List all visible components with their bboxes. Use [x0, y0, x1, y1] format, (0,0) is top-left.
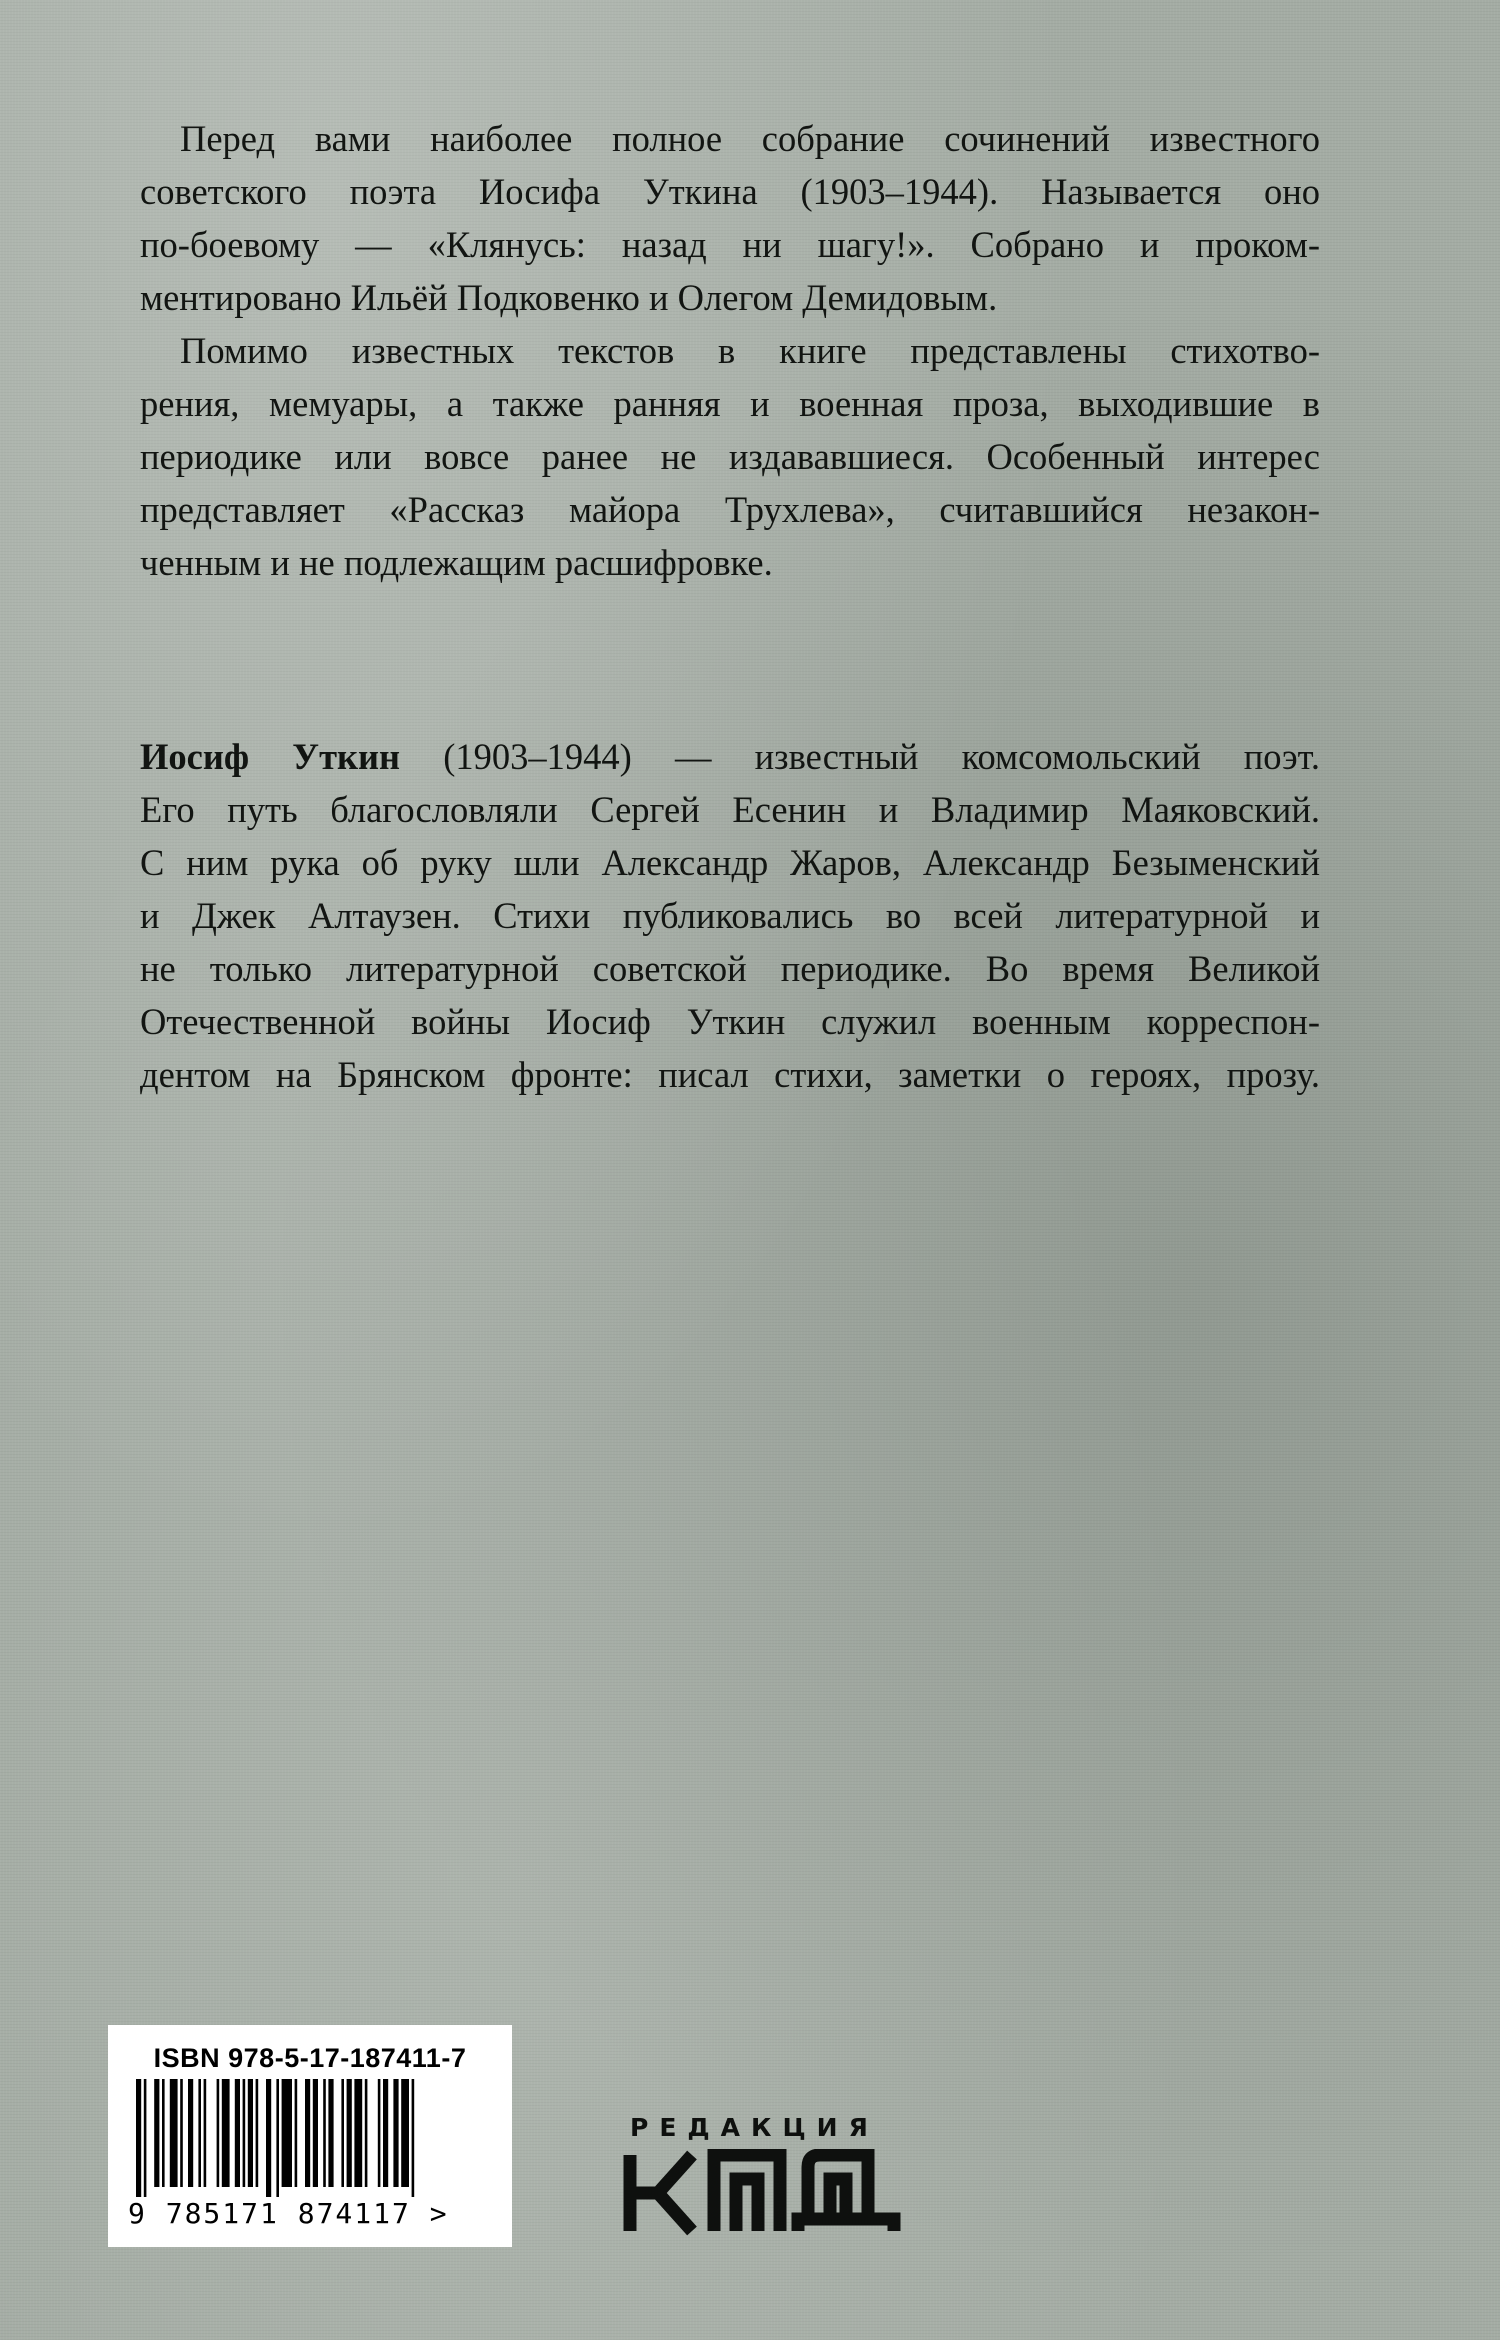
barcode-bar: [198, 2079, 201, 2187]
barcode-bar: [401, 2079, 409, 2187]
barcode-bar: [180, 2079, 183, 2187]
text-line: С ним рука об руку шли Александр Жаров, Александр Безыменский: [140, 842, 1320, 883]
barcode-bar: [347, 2079, 352, 2187]
barcode-bar: [295, 2079, 298, 2187]
text-line: Помимо известных текстов в книге представлены стихотво-: [180, 330, 1320, 371]
text-line: Перед вами наиболее полное собрание сочинений известного: [180, 118, 1320, 159]
barcode-bar: [243, 2079, 246, 2187]
barcode-bar: [354, 2079, 362, 2187]
barcode-bar: [365, 2079, 368, 2187]
author-name: Иосиф Уткин: [140, 736, 401, 777]
barcode-digits: 9 785171 874117 >: [128, 2197, 449, 2230]
barcode-bar: [282, 2079, 292, 2187]
text-line: и Джек Алтаузен. Стихи публиковались во всей литературной и: [140, 895, 1320, 936]
barcode-bar: [393, 2079, 398, 2187]
barcode-bar: [266, 2079, 271, 2197]
kpd-logo-icon: [622, 2149, 902, 2237]
barcode-bar: [248, 2079, 253, 2187]
barcode-bar: [412, 2079, 415, 2197]
text-line: периодике или вовсе ранее не издававшиеся. Особенный интерес: [140, 436, 1320, 477]
barcode-bar: [313, 2079, 318, 2187]
text-line: [140, 730, 1320, 783]
barcode-bar: [276, 2079, 279, 2197]
barcode-icon: [128, 2079, 492, 2197]
text-line: представляет «Рассказ майора Трухлева», считавшийся незакон-: [140, 489, 1320, 530]
author-bio-text: [140, 730, 1320, 1101]
text-line: не только литературной советской периодике. Во время Великой: [140, 948, 1320, 989]
barcode-bar: [328, 2079, 333, 2187]
barcode-bar: [217, 2079, 220, 2187]
barcode-bar: [136, 2079, 141, 2197]
barcode-bar: [204, 2079, 207, 2187]
barcode-bar: [235, 2079, 240, 2187]
barcode-bar: [154, 2079, 159, 2187]
author-dates: (1903–1944) — известный комсомольский поэт.: [400, 736, 1320, 777]
barcode-bar: [341, 2079, 344, 2187]
barcode-bar: [256, 2079, 259, 2187]
text-line: по-боевому — «Клянусь: назад ни шагу!». Собрано и проком-: [140, 224, 1320, 265]
text-line: Его путь благословляли Сергей Есенин и Владимир Маяковский.: [140, 789, 1320, 830]
barcode-bar: [162, 2079, 165, 2187]
barcode-bar: [305, 2079, 310, 2187]
text-line: рения, мемуары, а также ранняя и военная проза, выходившие в: [140, 383, 1320, 424]
annotation-text: [140, 112, 1320, 589]
barcode-bar: [383, 2079, 388, 2187]
publisher-logo: [622, 2113, 912, 2243]
text-line: Отечественной войны Иосиф Уткин служил военным корреспон-: [140, 1001, 1320, 1042]
isbn-barcode-label: [108, 2025, 512, 2247]
text-line: ментировано Ильёй Подковенко и Олегом Демидовым.: [140, 277, 998, 318]
text-line: дентом на Брянском фронте: писал стихи, заметки о героях, прозу.: [140, 1054, 1320, 1095]
isbn-number: ISBN 978-5-17-187411-7: [153, 2043, 467, 2073]
publisher-caption: РЕДАКЦИЯ: [630, 2113, 879, 2142]
barcode-bar: [222, 2079, 230, 2187]
barcode-bar: [144, 2079, 147, 2197]
text-line: советского поэта Иосифа Уткина (1903–1944). Называется оно: [140, 171, 1320, 212]
text-line: ченным и не подлежащим расшифровке.: [140, 542, 773, 583]
barcode-bar: [323, 2079, 326, 2187]
barcode-bar: [188, 2079, 193, 2187]
barcode-bar: [378, 2079, 381, 2187]
barcode-bar: [170, 2079, 178, 2187]
